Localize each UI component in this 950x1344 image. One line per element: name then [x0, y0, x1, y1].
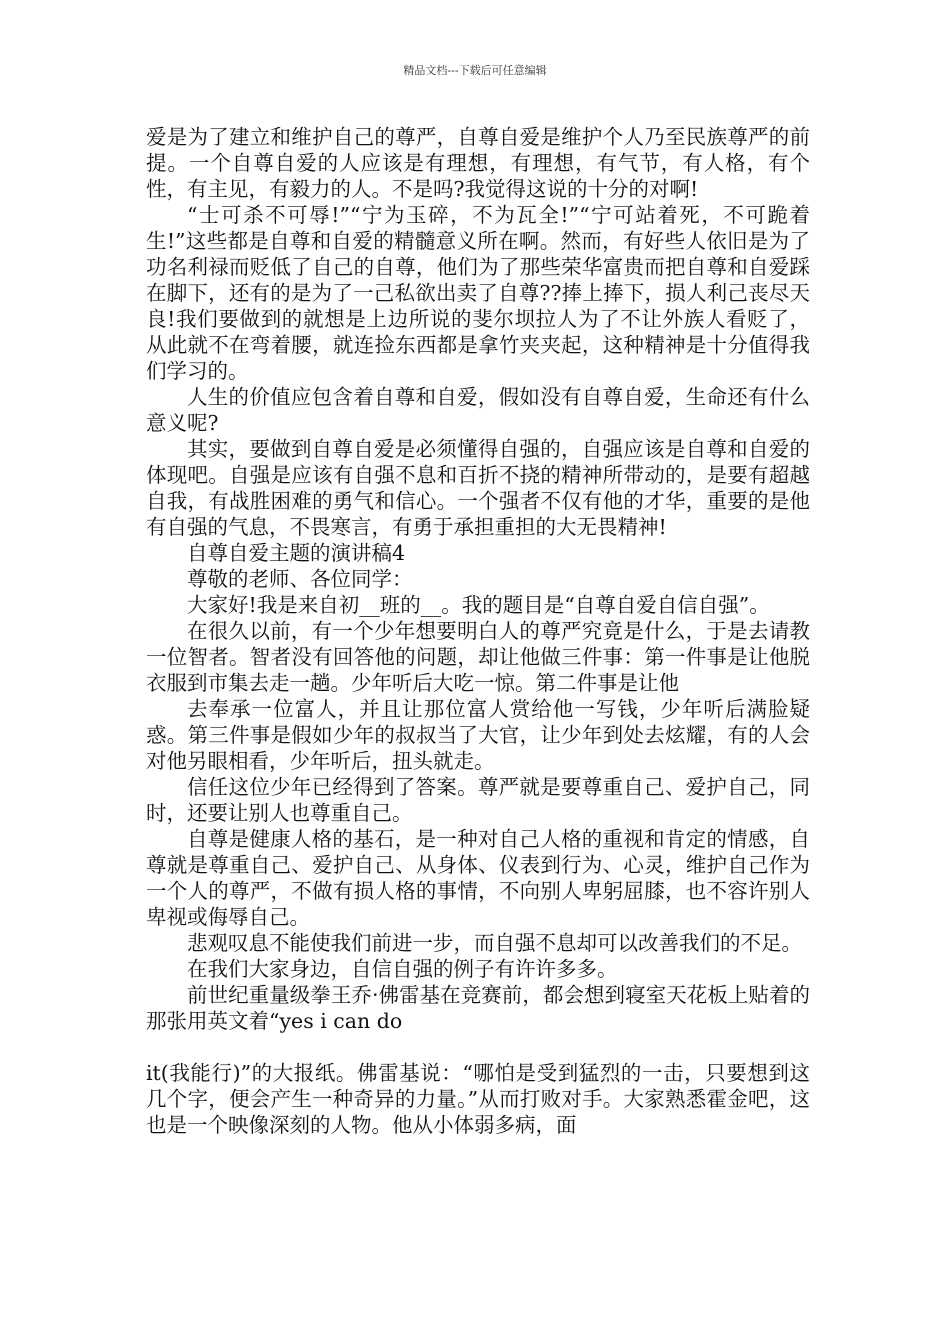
paragraph: 前世纪重量级拳王乔·佛雷基在竞赛前，都会想到寝室天花板上贴着的那张用英文着“yes i can do: [146, 983, 810, 1033]
paragraph: 尊敬的老师、各位同学：: [187, 567, 413, 591]
page-header: 精品文档---下载后可任意编辑: [403, 64, 547, 77]
paragraph: 信任这位少年已经得到了答案。尊严就是要尊重自己、爱护自己，同时，还要让别人也尊重自己。: [146, 775, 810, 825]
paragraph: 大家好!我是来自初__班的__。我的题目是“自尊自爱自信自强”。: [187, 593, 770, 617]
paragraph: 悲观叹息不能使我们前进一步，而自强不息却可以改善我们的不足。: [187, 931, 802, 955]
paragraph: 爱是为了建立和维护自己的尊严，自尊自爱是维护个人乃至民族尊严的前提。一个自尊自爱的人应该是有理想，有理想，有气节，有人格，有个性，有主见，有毅力的人。不是吗?我觉得这说的十分的对啊!: [146, 125, 810, 201]
paragraph: 其实，要做到自尊自爱是必须懂得自强的，自强应该是自尊和自爱的体现吧。自强是应该有自强不息和百折不挠的精神所带动的，是要有超越自我，有战胜困难的勇气和信心。一个强者不仅有他的才华，重要的是他有自强的气息，不畏寒言，有勇于承担重担的大无畏精神!: [146, 437, 810, 539]
paragraph: it(我能行)”的大报纸。佛雷基说：“哪怕是受到猛烈的一击，只要想到这几个字，便会产生一种奇异的力量。”从而打败对手。大家熟悉霍金吧，这也是一个映像深刻的人物。他从小体弱多病，面: [146, 1061, 810, 1137]
paragraph: 在很久以前，有一个少年想要明白人的尊严究竟是什么，于是去请教一位智者。智者没有回答他的问题，却让他做三件事：第一件事是让他脱衣服到市集去走一趟。少年听后大吃一惊。第二件事是让他: [146, 619, 810, 695]
paragraph: 自尊是健康人格的基石，是一种对自己人格的重视和肯定的情感，自尊就是尊重自己、爱护自己、从身体、仪表到行为、心灵，维护自己作为一个人的尊严，不做有损人格的事情，不向别人卑躬屈膝，也不容许别人卑视或侮辱自己。: [146, 827, 810, 929]
paragraph: 人生的价值应包含着自尊和自爱，假如没有自尊自爱，生命还有什么意义呢?: [146, 385, 810, 435]
paragraph: “士可杀不可辱!”“宁为玉碎，不为瓦全!”“宁可站着死，不可跪着生!”这些都是自尊和自爱的精髓意义所在啊。然而，有好些人依旧是为了功名利禄而贬低了自己的自尊，他们为了那些荣华富贵而把自尊和自爱踩在脚下，还有的是为了一己私欲出卖了自尊??捧上捧下，损人利己丧尽天良!我们要做到的就想是上边所说的斐尔坝拉人为了不让外族人看贬了，从此就不在弯着腰，就连捡东西都是拿竹夹夹起，这种精神是十分值得我们学习的。: [146, 203, 810, 383]
paragraph: 去奉承一位富人，并且让那位富人赏给他一写钱，少年听后满脸疑惑。第三件事是假如少年的叔叔当了大官，让少年到处去炫耀，有的人会对他另眼相看，少年听后，扭头就走。: [146, 697, 810, 773]
document-body: [146, 124, 810, 1138]
paragraph: 在我们大家身边，自信自强的例子有许许多多。: [187, 957, 618, 981]
paragraph: 自尊自爱主题的演讲稿4: [187, 541, 406, 565]
